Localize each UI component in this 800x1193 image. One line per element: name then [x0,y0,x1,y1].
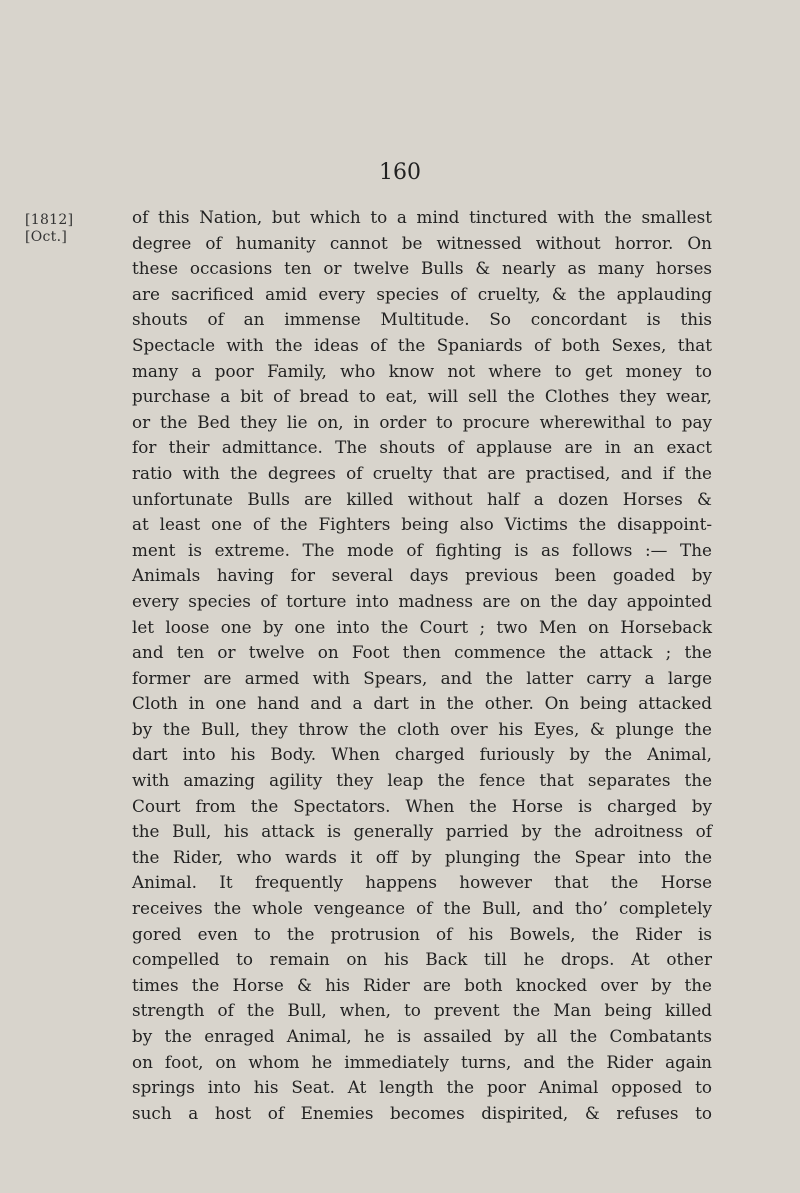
text-line: ratio with the degrees of cruelty that are practised, and if the [132,462,712,483]
text-line: on foot, on whom he immediately turns, and the Rider again [132,1051,712,1072]
text-line: former are armed with Spears, and the latter carry a large [132,667,712,688]
page-number: 160 [379,160,421,185]
text-line: compelled to remain on his Back till he drops. At other [132,949,712,970]
text-line: gored even to the protrusion of his Bowels, the Rider is [132,923,712,944]
text-line: these occasions ten or twelve Bulls & nearly as many horses [132,258,712,279]
text-line: ment is extreme. The mode of fighting is as follows :— The [132,539,712,560]
text-line: degree of humanity cannot be witnessed without horror. On [132,232,712,253]
text-line: are sacrificed amid every species of cruelty, & the applauding [132,283,712,304]
text-line: the Bull, his attack is generally parried by the adroitness of [132,821,712,842]
text-line: dart into his Body. When charged furiously by the Animal, [132,744,712,765]
text-line: Animal. It frequently happens however that the Horse [132,872,712,893]
margin-note-year: [1812] [25,212,74,228]
text-line: the Rider, who wards it off by plunging the Spear into the [132,846,712,867]
text-line: unfortunate Bulls are killed without half a dozen Horses & [132,488,712,509]
text-line: and ten or twelve on Foot then commence the attack ; the [132,642,712,663]
text-line: of this Nation, but which to a mind tinctured with the smallest [132,207,712,227]
text-line: times the Horse & his Rider are both knocked over by the [132,974,712,995]
margin-note-month: [Oct.] [25,229,68,245]
text-line: at least one of the Fighters being also Victims the disappoint- [132,514,712,535]
text-line: or the Bed they lie on, in order to procure wherewithal to pay [132,411,712,432]
text-line: purchase a bit of bread to eat, will sell the Clothes they wear, [132,386,712,407]
text-line: Animals having for several days previous been goaded by [132,565,712,586]
text-line: with amazing agility they leap the fence that separates the [132,770,712,791]
text-line: Spectacle with the ideas of the Spaniards of both Sexes, that [132,334,712,355]
text-line: let loose one by one into the Court ; two Men on Horseback [132,616,712,637]
text-line: springs into his Seat. At length the poor Animal opposed to [132,1077,712,1098]
text-line: such a host of Enemies becomes dispirited, & refuses to [132,1102,712,1123]
text-line: by the enraged Animal, he is assailed by all the Combatants [132,1026,712,1046]
text-line: Court from the Spectators. When the Horse is charged by [132,795,712,816]
text-line: for their admittance. The shouts of applause are in an exact [132,437,712,458]
text-line: every species of torture into madness are on the day appointed [132,590,712,611]
text-line: shouts of an immense Multitude. So concordant is this [132,309,712,330]
text-line: strength of the Bull, when, to prevent the Man being killed [132,1000,712,1021]
text-line: receives the whole vengeance of the Bull, and tho’ completely [132,898,712,919]
body-text [132,205,712,1126]
text-line: Cloth in one hand and a dart in the other. On being attacked [132,693,712,714]
text-line: by the Bull, they throw the cloth over his Eyes, & plunge the [132,718,712,739]
text-line: many a poor Family, who know not where to get money to [132,360,712,381]
